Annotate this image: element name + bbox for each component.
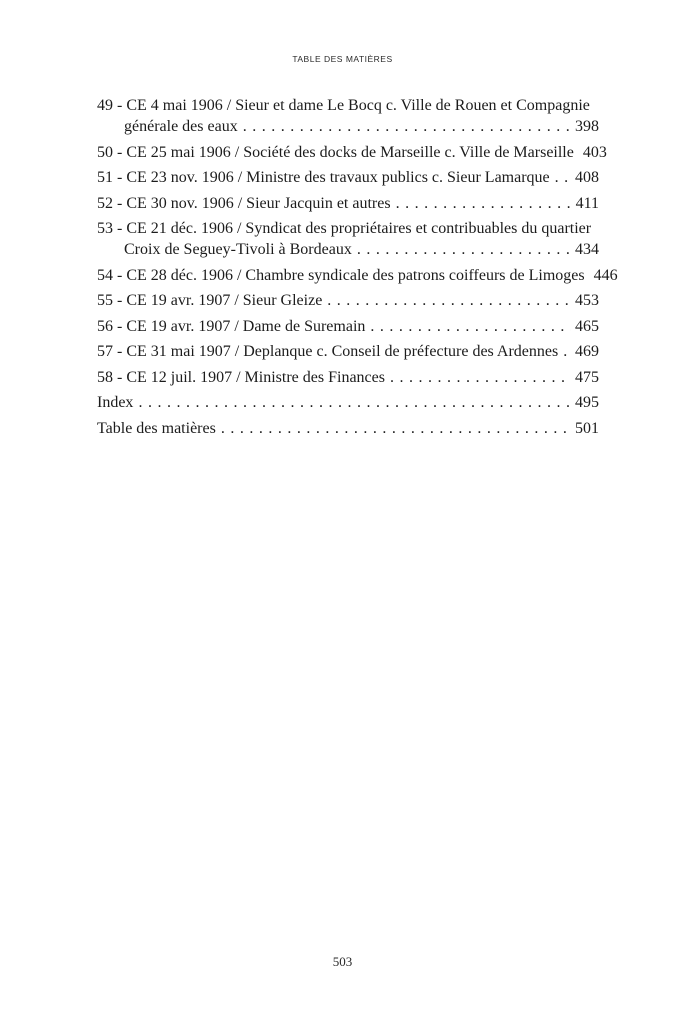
toc-entry-line-with-page (97, 418, 599, 439)
toc-entry-line-with-page (97, 239, 599, 260)
toc-entry-line-with-page (97, 341, 599, 362)
toc-entry-line-with-page (97, 392, 599, 413)
toc-entry-page-number: 446 (593, 266, 618, 284)
toc-entry (97, 95, 599, 137)
toc-entry-line: 49 - CE 4 mai 1906 / Sieur et dame Le Bocq c. Ville de Rouen et Compagnie (97, 97, 590, 114)
toc-entry-text: 57 - CE 31 mai 1907 / Deplanque c. Conseil de préfecture des Ardennes (97, 343, 559, 360)
dot-leader (138, 392, 571, 413)
toc-entry-line-with-page (97, 193, 599, 214)
dot-leader (390, 367, 571, 388)
toc-entry-line-with-page (97, 316, 599, 337)
toc-entry-text: 55 - CE 19 avr. 1907 / Sieur Gleize (97, 292, 323, 309)
toc-entry-line: 53 - CE 21 déc. 1906 / Syndicat des propriétaires et contribuables du quartier (97, 220, 592, 237)
toc-entry (97, 392, 599, 413)
toc-list (97, 95, 618, 443)
toc-entry-text: 58 - CE 12 juil. 1907 / Ministre des Finances (97, 368, 385, 386)
dot-leader (563, 341, 571, 362)
toc-entry-text: Croix de Seguey-Tivoli à Bordeaux (124, 241, 352, 258)
toc-entry (97, 316, 599, 337)
toc-entry-page-number: 403 (582, 143, 607, 161)
toc-entry-page-number: 501 (575, 419, 599, 437)
toc-entry-text: 54 - CE 28 déc. 1906 / Chambre syndicale des patrons coiffeurs de Limoges (97, 266, 585, 284)
page-number: 503 (332, 954, 353, 969)
dot-leader (221, 418, 571, 439)
toc-entry (97, 418, 599, 439)
toc-entry-page-number: 465 (575, 317, 599, 335)
toc-entry-text: 51 - CE 23 nov. 1906 / Ministre des travaux publics c. Sieur Lamarque (97, 169, 550, 186)
toc-entry-line-with-page (97, 142, 607, 163)
toc-entry (97, 193, 599, 214)
dot-leader (243, 116, 571, 137)
toc-entry-text: Table des matières (97, 419, 216, 437)
toc-entry (97, 341, 599, 362)
toc-entry (97, 367, 599, 388)
toc-entry-page-number: 408 (575, 169, 599, 186)
toc-entry-page-number: 398 (575, 118, 599, 135)
toc-entry-text: Index (97, 394, 134, 411)
toc-entry-line-with-page (97, 290, 599, 311)
toc-entry-page-number: 434 (575, 241, 599, 258)
toc-entry (97, 218, 599, 260)
dot-leader (396, 193, 572, 214)
toc-entry-page-number: 495 (575, 394, 599, 411)
toc-entry-text: 52 - CE 30 nov. 1906 / Sieur Jacquin et autres (97, 194, 391, 212)
toc-entry-text: 50 - CE 25 mai 1906 / Société des docks de Marseille c. Ville de Marseille (97, 143, 574, 161)
toc-entry-line-with-page (97, 167, 599, 188)
toc-entry-page-number: 411 (575, 194, 599, 212)
toc-entry (97, 167, 599, 188)
toc-entry (97, 265, 618, 286)
toc-entry (97, 142, 607, 163)
dot-leader (327, 290, 571, 311)
dot-leader (370, 316, 571, 337)
running-head: TABLE DES MATIÈRES (292, 54, 393, 64)
toc-entry-page-number: 453 (575, 292, 599, 309)
toc-entry-line-with-page (97, 265, 618, 286)
dot-leader (555, 167, 571, 188)
toc-entry (97, 290, 599, 311)
dot-leader (357, 239, 571, 260)
toc-entry-page-number: 469 (575, 343, 599, 360)
toc-entry-line-with-page (97, 116, 599, 137)
toc-entry-page-number: 475 (575, 368, 599, 386)
toc-entry-text: 56 - CE 19 avr. 1907 / Dame de Suremain (97, 317, 366, 335)
toc-entry-text: générale des eaux (124, 118, 238, 135)
toc-entry-line-with-page (97, 367, 599, 388)
